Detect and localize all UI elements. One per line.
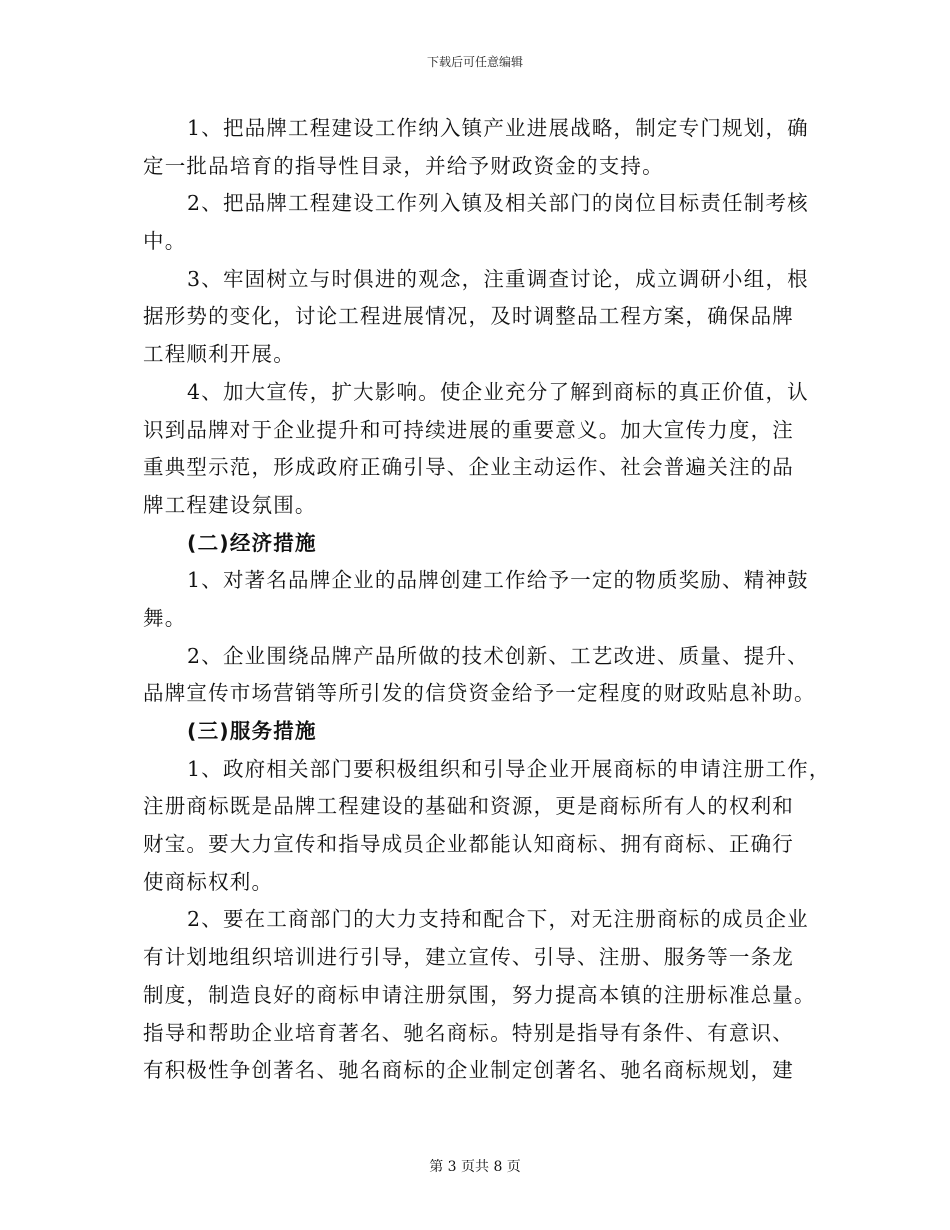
paragraph-line: 财宝。要大力宣传和指导成员企业都能认知商标、拥有商标、正确行 xyxy=(143,832,794,857)
paragraph-line: 重典型示范，形成政府正确引导、企业主动运作、社会普遍关注的品 xyxy=(143,455,794,480)
paragraph-line: 注册商标既是品牌工程建设的基础和资源，更是商标所有人的权利和 xyxy=(143,794,794,819)
paragraph-line: 3、牢固树立与时俱进的观念，注重调查讨论，成立调研小组，根 xyxy=(187,266,809,291)
paragraph-line: 4、加大宣传，扩大影响。使企业充分了解到商标的真正价值，认 xyxy=(187,379,809,404)
paragraph-line: 中。 xyxy=(143,229,187,254)
paragraph-line: 2、把品牌工程建设工作列入镇及相关部门的岗位目标责任制考核 xyxy=(187,191,809,216)
paragraph-line: 2、要在工商部门的大力支持和配合下，对无注册商标的成员企业 xyxy=(187,907,809,932)
paragraph-line: 制度，制造良好的商标申请注册氛围，努力提高本镇的注册标准总量。 xyxy=(143,982,816,1007)
paragraph-line: 工程顺利开展。 xyxy=(143,342,295,367)
document-body xyxy=(143,110,831,1090)
paragraph-line: 定一批品培育的指导性目录，并给予财政资金的支持。 xyxy=(143,153,664,178)
paragraph-line: 指导和帮助企业培育著名、驰名商标。特别是指导有条件、有意识、 xyxy=(143,1020,794,1045)
section-heading: (二)经济措施 xyxy=(187,530,317,555)
paragraph-line: 2、企业围绕品牌产品所做的技术创新、工艺改进、质量、提升、 xyxy=(187,643,809,668)
paragraph-line: 1、把品牌工程建设工作纳入镇产业进展战略，制定专门规划，确 xyxy=(187,116,809,140)
paragraph-line: 舞。 xyxy=(143,605,187,630)
paragraph-line: 有计划地组织培训进行引导，建立宣传、引导、注册、服务等一条龙 xyxy=(143,945,794,970)
paragraph-line: 品牌宣传市场营销等所引发的信贷资金给予一定程度的财政贴息补助。 xyxy=(143,681,816,706)
page-header-note: 下载后可任意编辑 xyxy=(426,55,523,69)
section-heading: (三)服务措施 xyxy=(187,719,317,743)
page-number-footer: 第 3 页共 8 页 xyxy=(429,1159,521,1175)
paragraph-line: 识到品牌对于企业提升和可持续进展的重要意义。加大宣传力度，注 xyxy=(143,417,794,442)
paragraph-line: 使商标权利。 xyxy=(143,869,274,894)
paragraph-line: 有积极性争创著名、驰名商标的企业制定创著名、驰名商标规划，建 xyxy=(143,1058,794,1083)
paragraph-line: 据形势的变化，讨论工程进展情况，及时调整品工程方案，确保品牌 xyxy=(143,304,794,329)
paragraph-line: 1、政府相关部门要积极组织和引导企业开展商标的申请注册工作， xyxy=(187,756,831,781)
paragraph-line: 牌工程建设氛围。 xyxy=(143,492,317,517)
paragraph-line: 1、对著名品牌企业的品牌创建工作给予一定的物质奖励、精神鼓 xyxy=(187,568,809,593)
